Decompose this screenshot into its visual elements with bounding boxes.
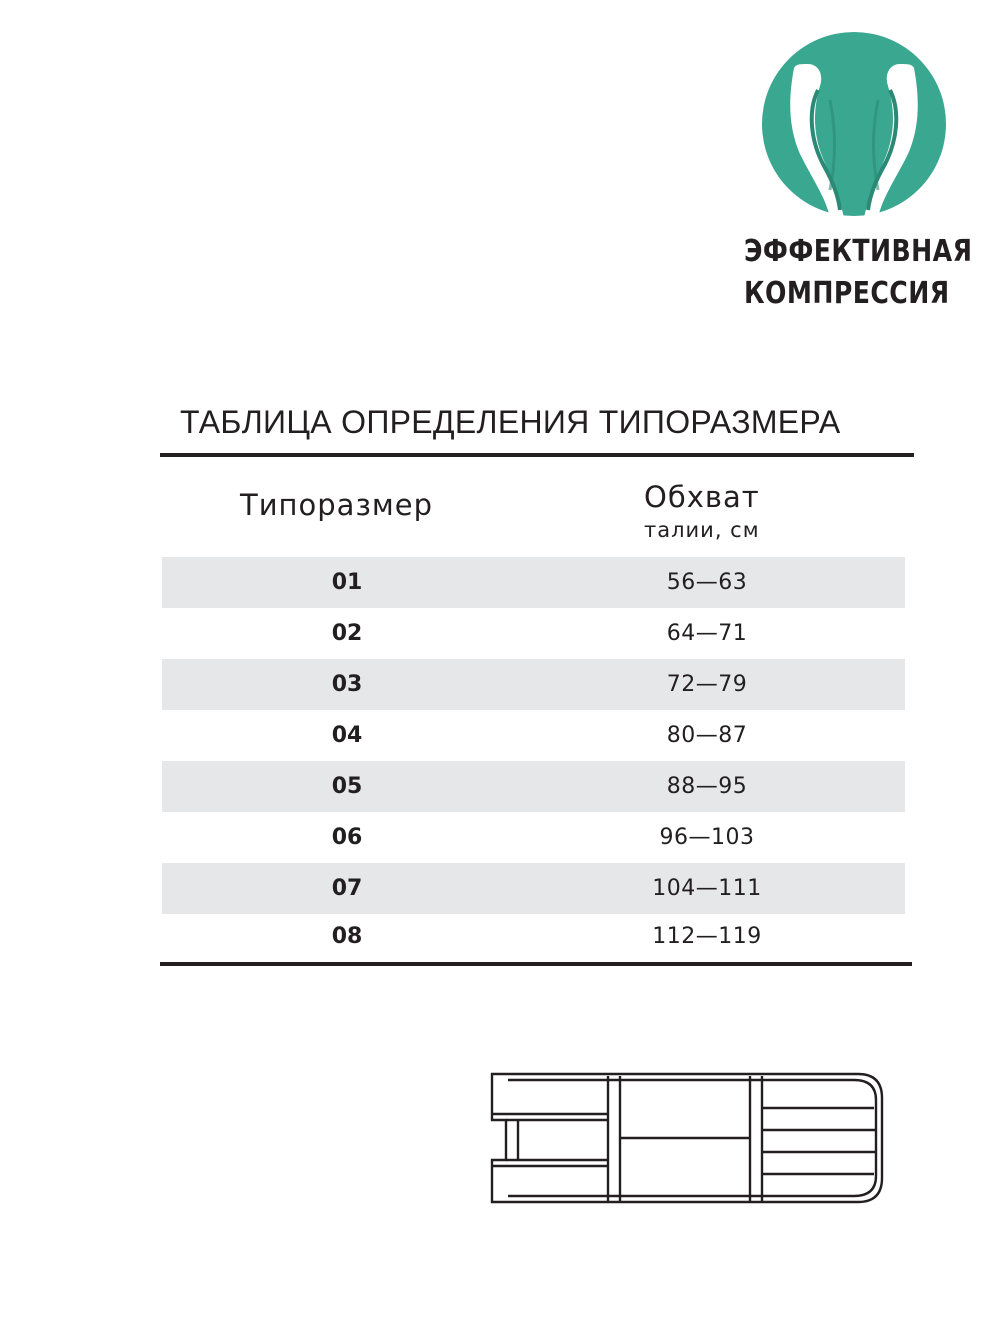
table-title: ТАБЛИЦА ОПРЕДЕЛЕНИЯ ТИПОРАЗМЕРА (180, 404, 841, 440)
girth-cell: 64—71 (666, 621, 748, 646)
table-row (162, 761, 905, 812)
table-row (162, 863, 905, 914)
girth-cell: 56—63 (666, 570, 748, 595)
column-header-size: Типоразмер (240, 488, 433, 522)
table-row (162, 557, 905, 608)
girth-cell: 104—111 (652, 876, 762, 901)
size-cell: 02 (331, 621, 363, 646)
column-header-girth-unit: талии, см (644, 518, 760, 542)
girth-cell: 72—79 (666, 672, 748, 697)
table-bottom-rule (160, 962, 912, 966)
column-header-girth: Обхват (644, 480, 760, 514)
size-cell: 08 (331, 924, 363, 949)
hands-waist-icon (760, 30, 950, 220)
girth-cell: 112—119 (652, 924, 762, 949)
table-row (162, 659, 905, 710)
size-cell: 04 (331, 723, 363, 748)
logo-text-line2: КОМПРЕССИЯ (744, 276, 950, 311)
table-top-rule (160, 453, 914, 457)
size-cell: 01 (331, 570, 363, 595)
belt-outline-icon (488, 1072, 888, 1212)
size-cell: 03 (331, 672, 363, 697)
girth-cell: 96—103 (659, 825, 755, 850)
size-cell: 07 (331, 876, 363, 901)
girth-cell: 80—87 (666, 723, 748, 748)
table-row (162, 710, 905, 761)
size-cell: 06 (331, 825, 363, 850)
logo (740, 30, 973, 320)
size-table-body (162, 557, 905, 959)
logo-text-line1: ЭФФЕКТИВНАЯ (744, 234, 973, 269)
table-row (162, 608, 905, 659)
girth-cell: 88—95 (666, 774, 748, 799)
table-row (162, 812, 905, 863)
table-row (162, 914, 905, 959)
size-cell: 05 (331, 774, 363, 799)
